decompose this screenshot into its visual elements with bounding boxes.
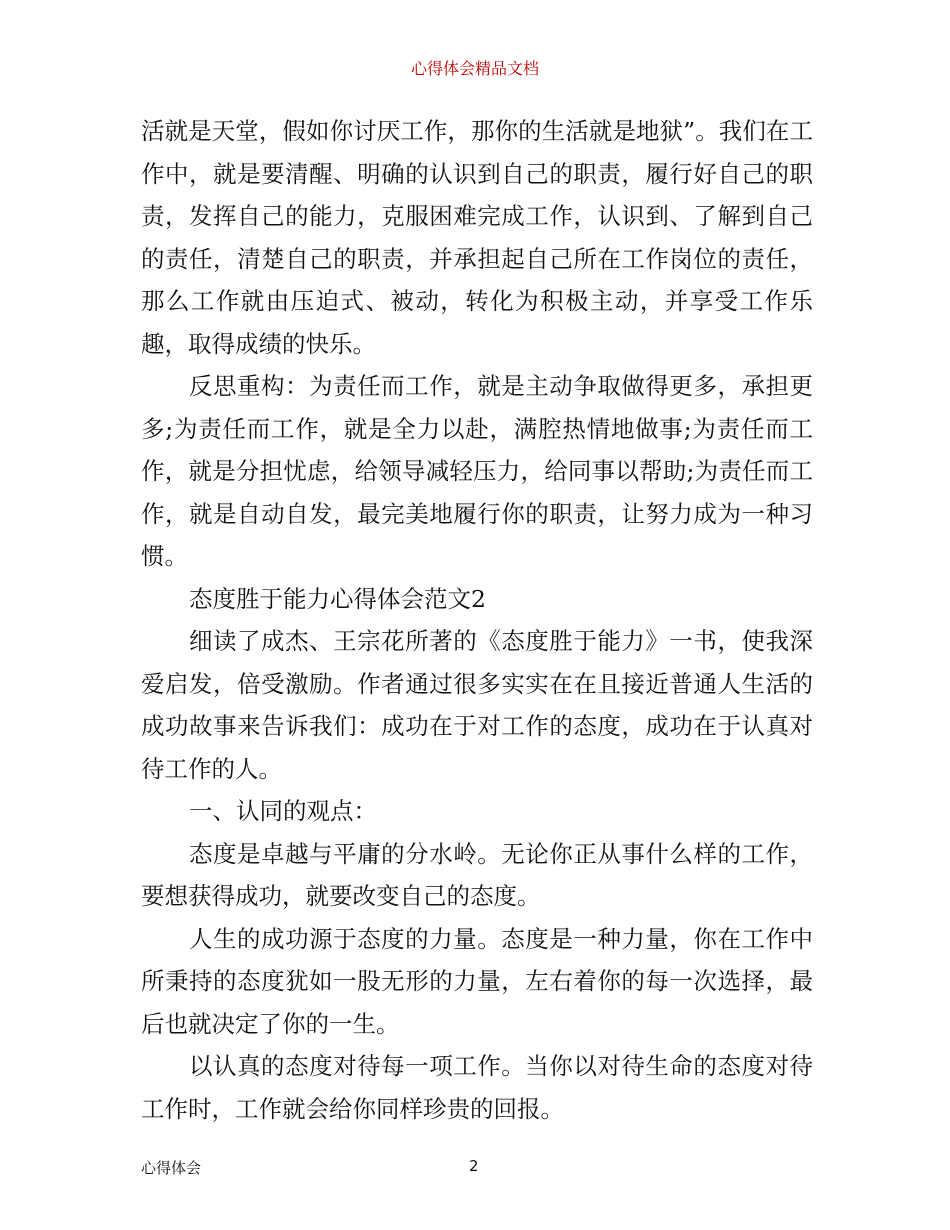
- paragraph-point-3: 以认真的态度对待每一项工作。当你以对待生命的态度对待工作时，工作就会给你同样珍贵的回报。: [141, 1052, 813, 1123]
- document-body: [141, 110, 813, 1130]
- subsection-heading: 一、认同的观点：: [189, 797, 377, 825]
- section-heading: 态度胜于能力心得体会范文2: [189, 584, 486, 613]
- paragraph-continuation: 活就是天堂，假如你讨厌工作，那你的生活就是地狱”。我们在工作中，就是要清醒、明确的认识到自己的职责，履行好自己的职责，发挥自己的能力，克服困难完成工作，认识到、了解到自己的责任，清楚自己的职责，并承担起自己所在工作岗位的责任，那么工作就由压迫式、被动，转化为积极主动，并享受工作乐趣，取得成绩的快乐。: [141, 117, 813, 358]
- paragraph-reflection: 反思重构：为责任而工作，就是主动争取做得更多，承担更多;为责任而工作，就是全力以赴，满腔热情地做事;为责任而工作，就是分担忧虑，给领导减轻压力，给同事以帮助;为责任而工作，就是自动自发，最完美地履行你的职责，让努力成为一种习惯。: [141, 372, 813, 570]
- page-header-title: 心得体会精品文档: [410, 59, 539, 78]
- paragraph-point-2: 人生的成功源于态度的力量。态度是一种力量，你在工作中所秉持的态度犹如一股无形的力量，左右着你的每一次选择，最后也就决定了你的一生。: [141, 924, 813, 1038]
- paragraph-intro: 细读了成杰、王宗花所著的《态度胜于能力》一书，使我深爱启发，倍受激励。作者通过很多实实在在且接近普通人生活的成功故事来告诉我们：成功在于对工作的态度，成功在于认真对待工作的人。: [141, 627, 813, 783]
- footer-label: 心得体会: [141, 1159, 202, 1177]
- page-number: 2: [469, 1157, 479, 1175]
- paragraph-point-1: 态度是卓越与平庸的分水岭。无论你正从事什么样的工作，要想获得成功，就要改变自己的态度。: [141, 839, 813, 910]
